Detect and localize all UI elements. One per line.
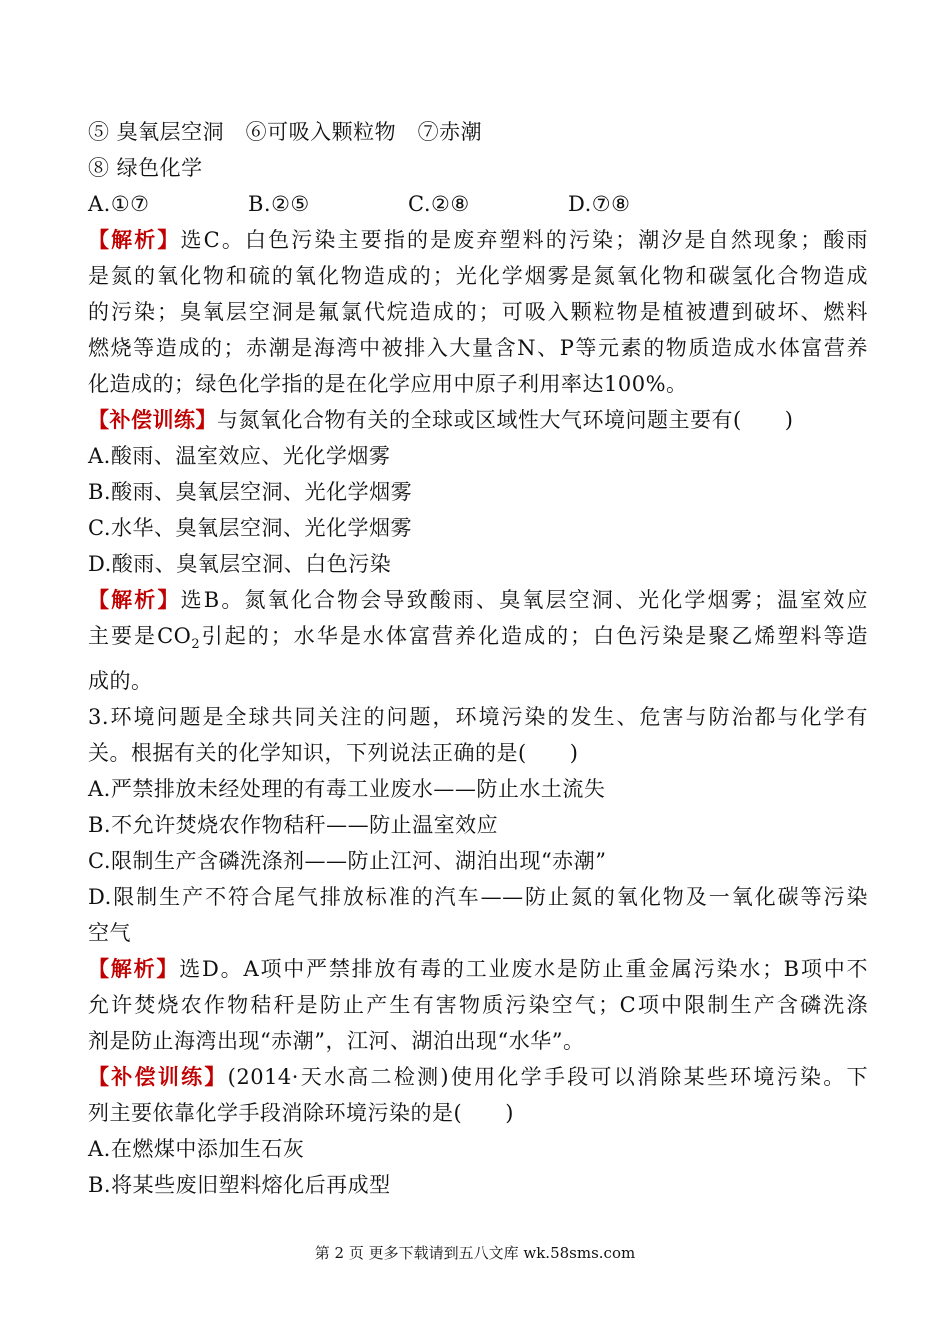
page-footer: 第 2 页 更多下载请到五八文库 wk.58sms.com bbox=[314, 1244, 636, 1262]
question-items-line: ⑧ 绿色化学 bbox=[88, 156, 203, 180]
analysis-line bbox=[88, 618, 868, 663]
supplementary-stem: 列主要依靠化学手段消除环境污染的是( ) bbox=[88, 1101, 514, 1126]
question-items-line: ⑤ 臭氧层空洞 ⑥可吸入颗粒物 ⑦赤潮 bbox=[88, 120, 483, 144]
option-c: C.②⑧ bbox=[408, 192, 470, 216]
supplementary-question bbox=[88, 1059, 868, 1095]
analysis-tag: 【解析】 bbox=[88, 227, 181, 252]
option-a: A.酸雨、温室效应、光化学烟雾 bbox=[88, 444, 391, 468]
option-a: A.严禁排放未经处理的有毒工业废水——防止水土流失 bbox=[88, 777, 606, 802]
supplementary-stem: (2014·天水高二检测)使用化学手段可以消除某些环境污染。下 bbox=[227, 1065, 869, 1090]
analysis-line: 剂是防止海湾出现“赤潮”，江河、湖泊出现“水华”。 bbox=[88, 1029, 585, 1054]
option-b: B.不允许焚烧农作物秸秆——防止温室效应 bbox=[88, 813, 499, 838]
analysis-line bbox=[88, 951, 868, 987]
subscript: 2 bbox=[191, 637, 201, 653]
option-b: B.②⑤ bbox=[248, 192, 310, 216]
document-body bbox=[88, 114, 868, 1203]
analysis-text: 引起的；水华是水体富营养化造成的；白色污染是聚乙烯塑料等造 bbox=[200, 624, 868, 648]
options-row bbox=[88, 186, 868, 222]
analysis-tag: 【解析】 bbox=[88, 587, 181, 612]
supplementary-question bbox=[88, 402, 868, 438]
supplementary-stem: 与氮氧化合物有关的全球或区域性大气环境问题主要有( ) bbox=[217, 408, 794, 432]
analysis-line: 燃烧等造成的；赤潮是海湾中被排入大量含N、P等元素的物质造成水体富营养 bbox=[88, 336, 868, 360]
analysis-text: 选D。A项中严禁排放有毒的工业废水是防止重金属污染水；B项中不 bbox=[179, 957, 869, 982]
analysis-line: 成的。 bbox=[88, 669, 153, 694]
option-b: B.酸雨、臭氧层空洞、光化学烟雾 bbox=[88, 480, 413, 504]
option-c: C.限制生产含磷洗涤剂——防止江河、湖泊出现“赤潮” bbox=[88, 849, 607, 874]
option-d: D.⑦⑧ bbox=[568, 192, 631, 216]
analysis-line: 允许焚烧农作物秸秆是防止产生有害物质污染空气；C项中限制生产含磷洗涤 bbox=[88, 993, 868, 1018]
supplementary-tag: 【补偿训练】 bbox=[88, 407, 217, 432]
analysis-line: 的污染；臭氧层空洞是氟氯代烷造成的；可吸入颗粒物是植被遭到破坏、燃料 bbox=[88, 300, 868, 324]
analysis-line: 化造成的；绿色化学指的是在化学应用中原子利用率达100%。 bbox=[88, 372, 688, 396]
question-stem: 关。根据有关的化学知识，下列说法正确的是( ) bbox=[88, 741, 579, 766]
analysis-tag: 【解析】 bbox=[88, 956, 180, 982]
option-d: D.酸雨、臭氧层空洞、白色污染 bbox=[88, 552, 392, 576]
analysis-text: 选C。白色污染主要指的是废弃塑料的污染；潮汐是自然现象；酸雨 bbox=[180, 228, 868, 252]
option-c: C.水华、臭氧层空洞、光化学烟雾 bbox=[88, 516, 412, 540]
option-d: D.限制生产不符合尾气排放标准的汽车——防止氮的氧化物及一氧化碳等污染 bbox=[88, 885, 868, 910]
supplementary-tag: 【补偿训练】 bbox=[88, 1064, 228, 1090]
analysis-text: 主要是CO bbox=[88, 624, 192, 648]
option-a: A.在燃煤中添加生石灰 bbox=[88, 1137, 305, 1162]
option-d-continued: 空气 bbox=[88, 921, 131, 946]
analysis-line: 是氮的氧化物和硫的氧化物造成的；光化学烟雾是氮氧化物和碳氢化合物造成 bbox=[88, 264, 868, 288]
analysis-line bbox=[88, 582, 868, 618]
option-b: B.将某些废旧塑料熔化后再成型 bbox=[88, 1173, 391, 1198]
analysis-text: 选B。氮氧化合物会导致酸雨、臭氧层空洞、光化学烟雾；温室效应 bbox=[180, 588, 869, 612]
option-a: A.①⑦ bbox=[88, 192, 150, 216]
question-stem: 3.环境问题是全球共同关注的问题，环境污染的发生、危害与防治都与化学有 bbox=[88, 705, 868, 730]
analysis-line bbox=[88, 222, 868, 258]
